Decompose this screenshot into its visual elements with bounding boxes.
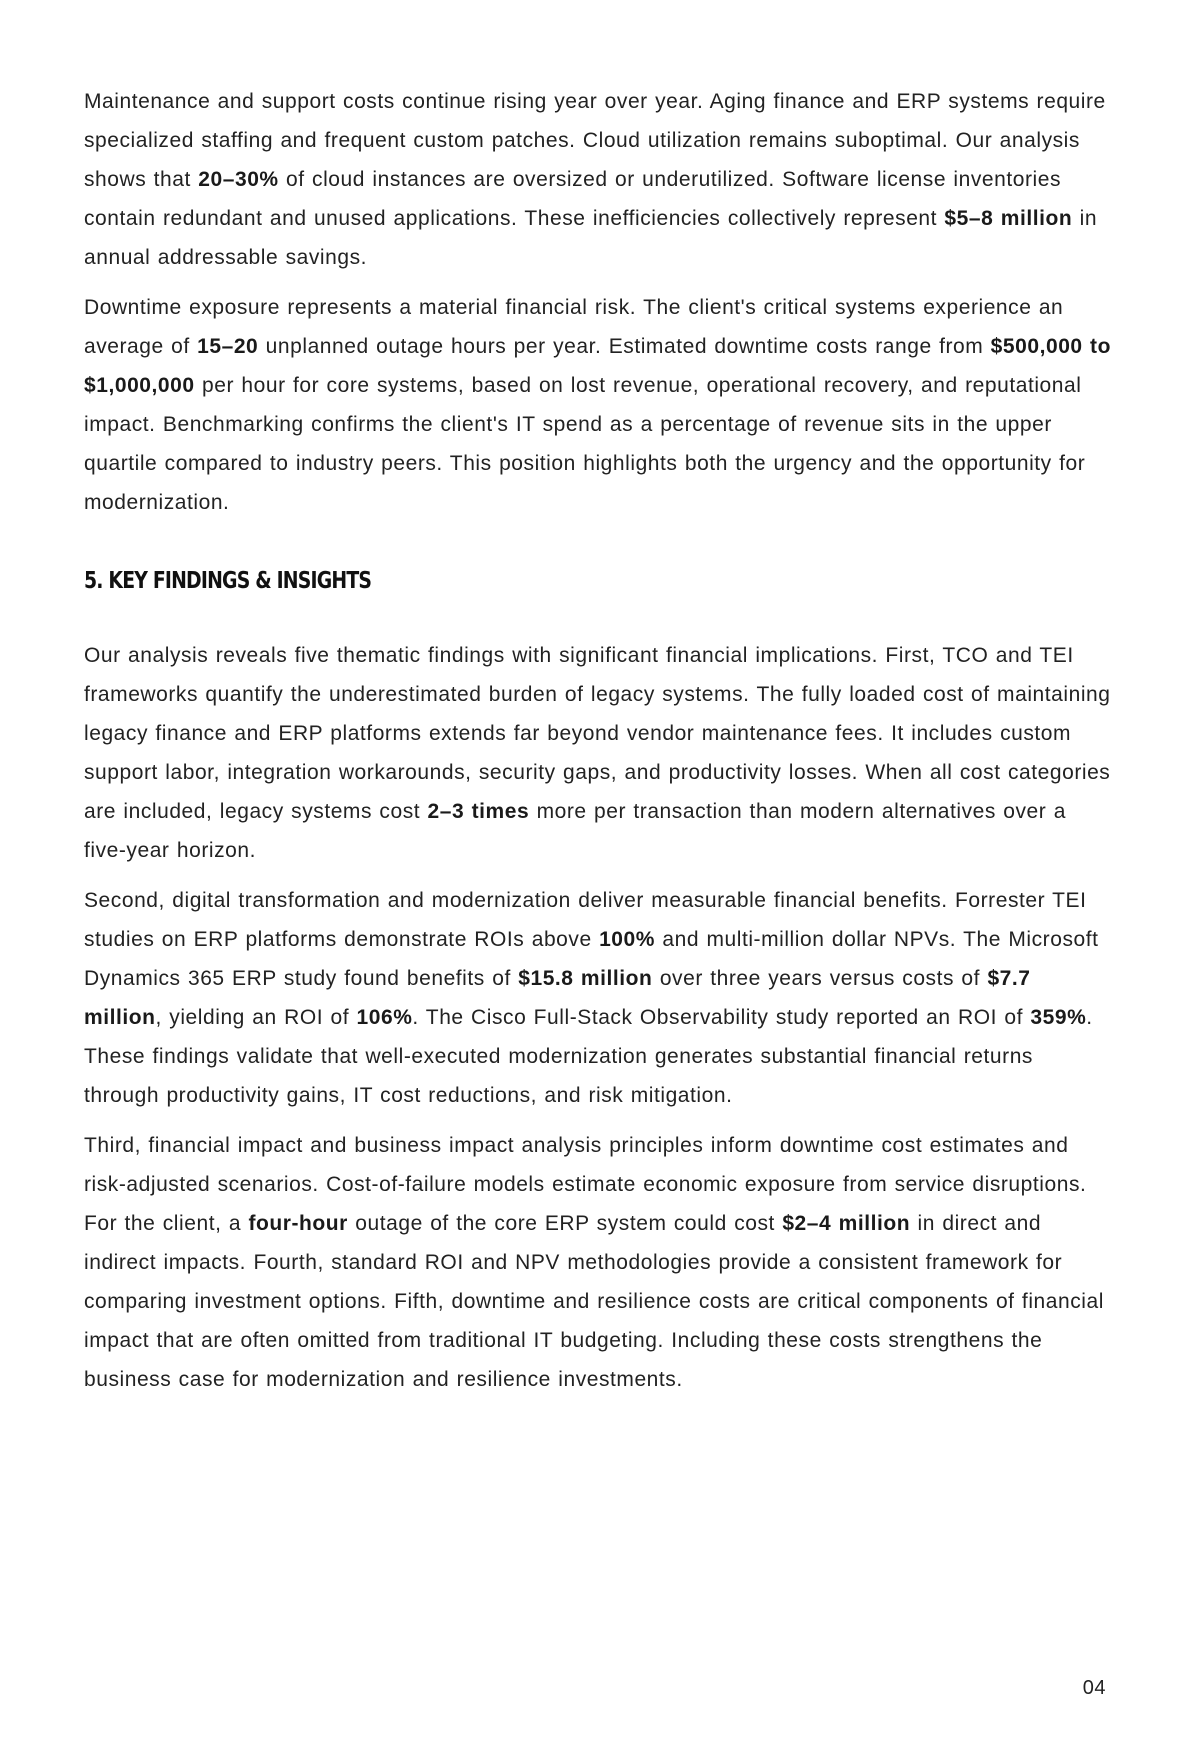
bold-figure: $500,000 to $1,000,000 [84,335,1111,397]
paragraph-downtime-exposure: Downtime exposure represents a material financial risk. The client's critical systems experience an average of 15–20 unplanned outage hours per year. Estimated downtime costs range from $500,000 to $1,000,000 per hour for core systems, based on lost revenue, operational recovery, and reputational impact. Benchmarking confirms the client's IT spend as a percentage of revenue sits in the upper quartile compared to industry peers. This position highlights both the urgency and the opportunity for modernization. [84,296,1111,514]
intro-section [84,82,1114,522]
paragraph-maintenance-costs: Maintenance and support costs continue rising year over year. Aging finance and ERP systems require specialized staffing and frequent custom patches. Cloud utilization remains suboptimal. Our analysis shows that 20–30% of cloud instances are oversized or underutilized. Software license inventories contain redundant and unused applications. These inefficiencies collectively represent $5–8 million in annual addressable savings. [84,90,1106,269]
section-heading-key-findings: 5. KEY FINDINGS & INSIGHTS [84,568,372,594]
paragraph-second-finding: Second, digital transformation and modernization deliver measurable financial benefits. Forrester TEI studies on ERP platforms demonstrate ROIs above 100% and multi-million dollar NPVs. The Microsoft Dynamics 365 ERP study found benefits of $15.8 million over three years versus costs of $7.7 million, yielding an ROI of 106%. The Cisco Full-Stack Observability study reported an ROI of 359%. These findings validate that well-executed modernization generates substantial financial returns through productivity gains, IT cost reductions, and risk mitigation. [84,889,1099,1107]
key-findings-section [84,636,1114,1399]
bold-figure: $5–8 million [944,207,1073,230]
bold-figure: 20–30% [198,168,279,191]
bold-figure: 359% [1030,1006,1087,1029]
page-number: 04 [1082,1677,1106,1699]
bold-figure: 100% [599,928,655,951]
bold-figure: four-hour [248,1212,348,1235]
bold-figure: $15.8 million [518,967,653,990]
bold-figure: 15–20 [197,335,259,358]
bold-figure: $2–4 million [782,1212,911,1235]
document-page [84,82,1114,1410]
bold-figure: 106% [356,1006,413,1029]
bold-figure: $7.7 million [84,967,1031,1029]
bold-figure: 2–3 times [427,800,530,823]
paragraph-first-finding: Our analysis reveals five thematic findings with significant financial implications. First, TCO and TEI frameworks quantify the underestimated burden of legacy systems. The fully loaded cost of maintaining legacy finance and ERP platforms extends far beyond vendor maintenance fees. It includes custom support labor, integration workarounds, security gaps, and productivity losses. When all cost categories are included, legacy systems cost 2–3 times more per transaction than modern alternatives over a five-year horizon. [84,644,1111,862]
paragraph-third-finding: Third, financial impact and business impact analysis principles inform downtime cost estimates and risk-adjusted scenarios. Cost-of-failure models estimate economic exposure from service disruptions. For the client, a four-hour outage of the core ERP system could cost $2–4 million in direct and indirect impacts. Fourth, standard ROI and NPV methodologies provide a consistent framework for comparing investment options. Fifth, downtime and resilience costs are critical components of financial impact that are often omitted from traditional IT budgeting. Including these costs strengthens the business case for modernization and resilience investments. [84,1134,1104,1391]
